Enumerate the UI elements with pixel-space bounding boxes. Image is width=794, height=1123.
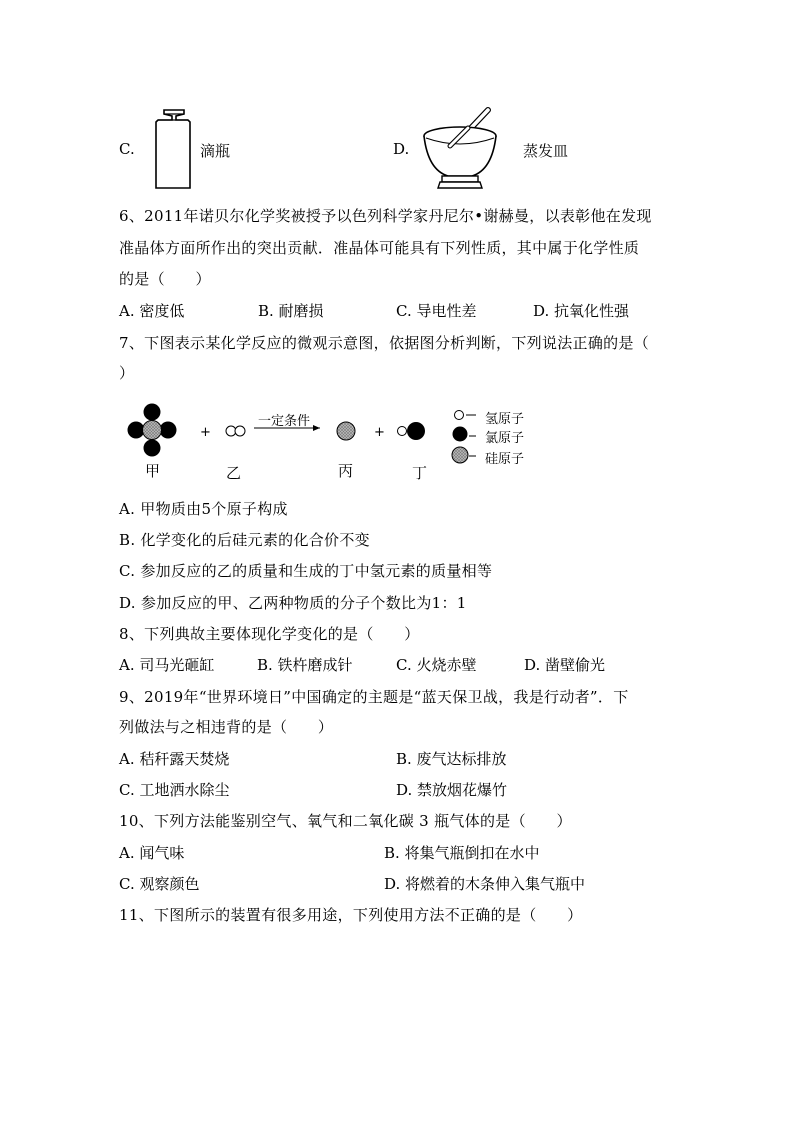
- q6-option-b[interactable]: B. 耐磨损: [258, 302, 324, 320]
- q8-option-a[interactable]: A. 司马光砸缸: [119, 656, 215, 674]
- q6-line-1: 6、2011年诺贝尔化学奖被授予以色列科学家丹尼尔•谢赫曼，以表彰他在发现: [119, 207, 652, 225]
- q9-option-a[interactable]: A. 秸秆露天焚烧: [119, 750, 230, 768]
- q9-option-d[interactable]: D. 禁放烟花爆竹: [396, 781, 508, 799]
- q8-line-1: 8、下列典故主要体现化学变化的是（ ）: [119, 625, 420, 643]
- reaction-condition: 一定条件: [258, 414, 311, 429]
- reaction-diagram: [120, 400, 540, 460]
- plus-sign-2: +: [374, 425, 385, 440]
- q6-option-a[interactable]: A. 密度低: [119, 302, 185, 320]
- legend-silicon: 硅原子: [485, 452, 525, 467]
- q7-option-a[interactable]: A. 甲物质由5个原子构成: [119, 500, 288, 518]
- option-c-label: 滴瓶: [200, 142, 231, 160]
- q7-line-1: 7、下图表示某化学反应的微观示意图，依据图分析判断，下列说法正确的是（: [119, 334, 650, 352]
- q10-option-b[interactable]: B. 将集气瓶倒扣在水中: [384, 844, 540, 862]
- q10-option-a[interactable]: A. 闻气味: [119, 844, 185, 862]
- q9-line-2: 列做法与之相违背的是（ ）: [119, 718, 334, 736]
- option-c-letter: C.: [119, 140, 135, 158]
- q6-line-3: 的是（ ）: [119, 270, 211, 288]
- label-ding: 丁: [412, 464, 428, 482]
- label-yi: 乙: [226, 464, 242, 482]
- q7-option-c[interactable]: C. 参加反应的乙的质量和生成的丁中氢元素的质量相等: [119, 562, 493, 580]
- legend-silicon-icon: [452, 447, 468, 463]
- molecule-ding: [398, 422, 426, 440]
- molecule-bing: [337, 422, 355, 440]
- q7-option-d[interactable]: D. 参加反应的甲、乙两种物质的分子个数比为1：1: [119, 594, 467, 612]
- q11-line-1: 11、下图所示的装置有很多用途，下列使用方法不正确的是（ ）: [119, 906, 583, 924]
- q10-line-1: 10、下列方法能鉴别空气、氧气和二氧化碳 3 瓶气体的是（ ）: [119, 812, 572, 830]
- q9-option-c[interactable]: C. 工地洒水除尘: [119, 781, 230, 799]
- option-d-letter: D.: [393, 140, 410, 158]
- molecule-jia: [128, 404, 177, 457]
- molecule-yi: [226, 426, 245, 436]
- label-jia: 甲: [145, 462, 161, 480]
- q8-option-d[interactable]: D. 凿壁偷光: [524, 656, 606, 674]
- q7-option-b[interactable]: B. 化学变化的后硅元素的化合价不变: [119, 531, 370, 549]
- q9-line-1: 9、2019年“世界环境日”中国确定的主题是“蓝天保卫战，我是行动者”．下: [119, 688, 629, 706]
- option-d-label: 蒸发皿: [523, 142, 569, 160]
- legend-chlorine: 氯原子: [485, 431, 525, 446]
- label-bing: 丙: [338, 462, 354, 480]
- dropper-bottle-icon: [150, 108, 200, 190]
- legend-hydrogen-icon: [455, 411, 464, 420]
- q6-option-d[interactable]: D. 抗氧化性强: [533, 302, 630, 320]
- q10-option-c[interactable]: C. 观察颜色: [119, 875, 200, 893]
- q8-option-c[interactable]: C. 火烧赤壁: [396, 656, 477, 674]
- q10-option-d[interactable]: D. 将燃着的木条伸入集气瓶中: [384, 875, 586, 893]
- q6-option-c[interactable]: C. 导电性差: [396, 302, 477, 320]
- legend-hydrogen: 氢原子: [485, 412, 525, 427]
- q8-option-b[interactable]: B. 铁杵磨成针: [257, 656, 353, 674]
- q6-line-2: 准晶体方面所作出的突出贡献．准晶体可能具有下列性质，其中属于化学性质: [119, 239, 640, 257]
- q7-line-2: ）: [119, 364, 135, 382]
- plus-sign-1: +: [200, 425, 211, 440]
- q9-option-b[interactable]: B. 废气达标排放: [396, 750, 507, 768]
- legend-chlorine-icon: [453, 427, 468, 442]
- evaporating-dish-icon: [420, 108, 502, 192]
